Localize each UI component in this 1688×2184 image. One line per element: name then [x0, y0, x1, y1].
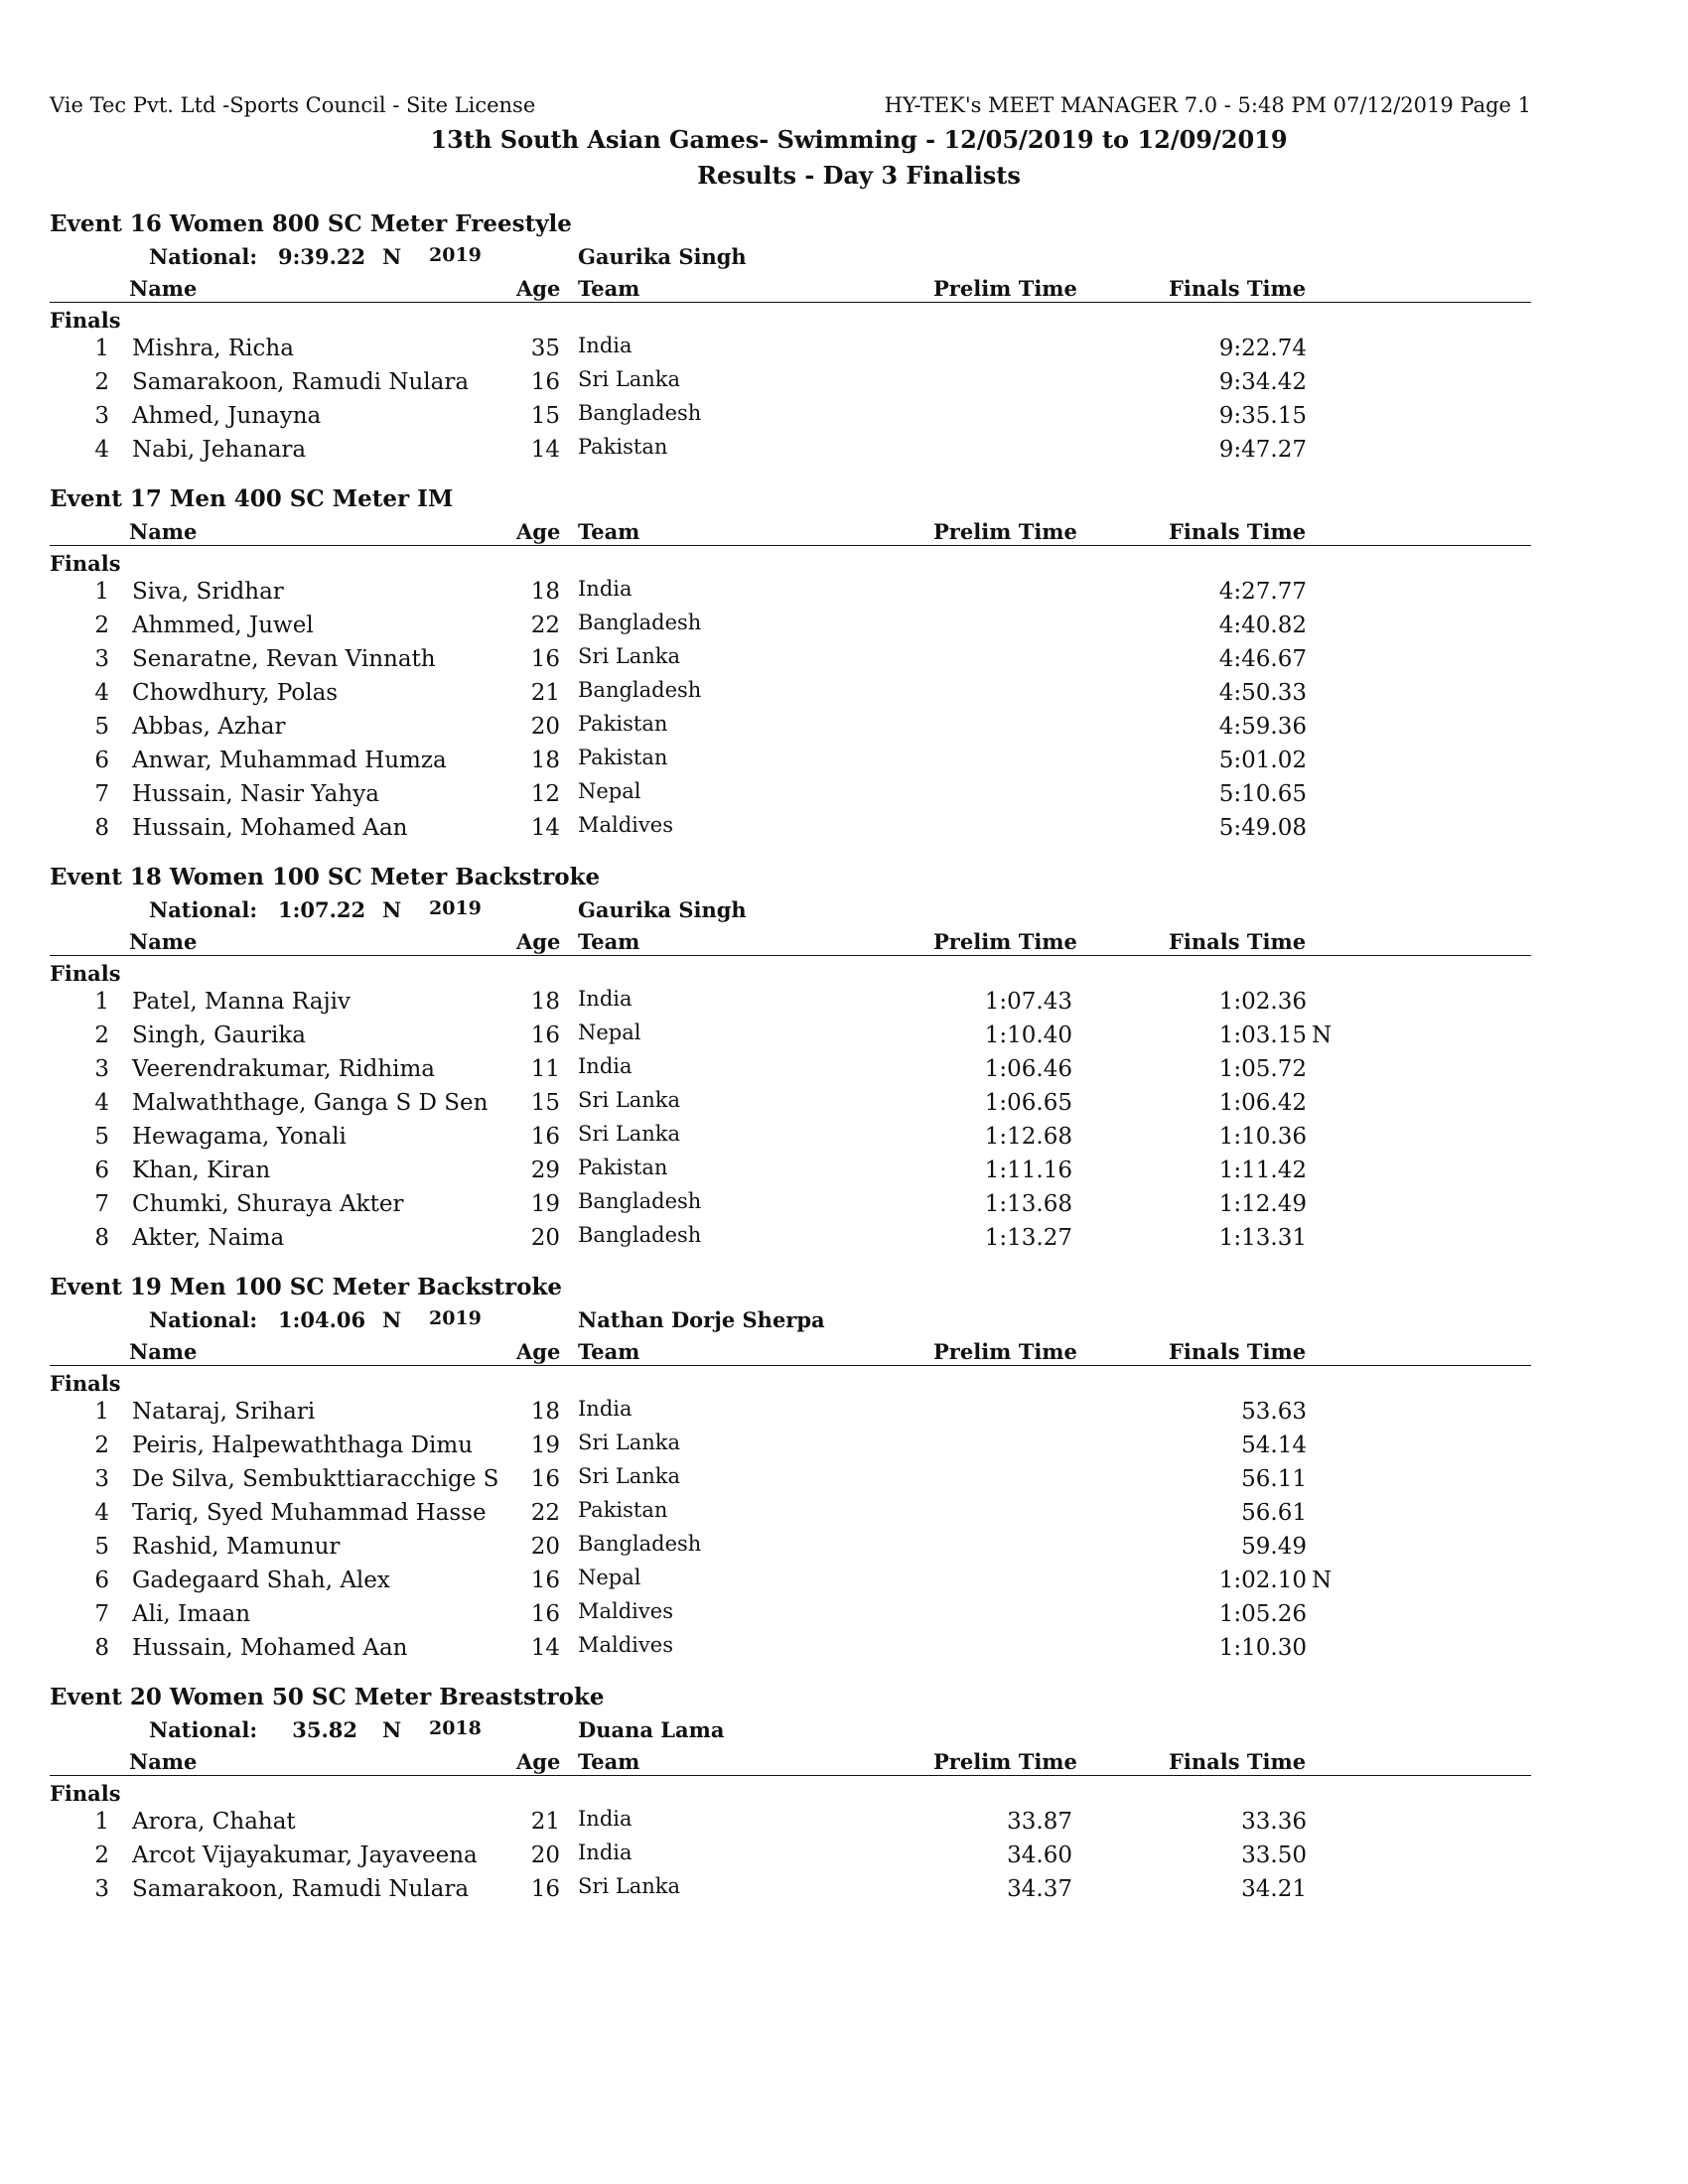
prelim-time: 1:12.68 — [984, 1124, 1072, 1150]
team-name: Pakistan — [578, 1156, 668, 1179]
finals-time: 33.50 — [1241, 1843, 1307, 1868]
record-label: National: — [149, 1307, 258, 1332]
result-row — [50, 677, 1531, 711]
result-row — [50, 1155, 1531, 1188]
finals-time: 1:10.30 — [1218, 1635, 1307, 1661]
swimmer-age: 16 — [530, 1466, 560, 1492]
record-label: National: — [149, 244, 258, 269]
finals-time: 1:02.10 — [1218, 1568, 1307, 1593]
record-mark: N — [1312, 1568, 1333, 1593]
swimmer-name: Rashid, Mamunur — [132, 1534, 341, 1560]
place: 2 — [94, 613, 109, 638]
prelim-time: 1:11.16 — [984, 1158, 1072, 1183]
col-name-header: Name — [129, 929, 198, 954]
place: 4 — [94, 680, 109, 706]
column-header-row — [50, 1745, 1531, 1776]
swimmer-age: 19 — [530, 1191, 560, 1217]
swimmer-name: Ahmed, Junayna — [132, 403, 322, 429]
swimmer-name: Hussain, Nasir Yahya — [132, 781, 379, 807]
record-flag: N — [382, 897, 402, 922]
team-name: Sri Lanka — [578, 1431, 681, 1454]
finals-time: 56.11 — [1241, 1466, 1307, 1492]
col-age-header: Age — [516, 276, 561, 301]
col-prelim-header: Prelim Time — [933, 1339, 1077, 1364]
event-title: Event 17 Men 400 SC Meter IM — [50, 485, 454, 512]
column-header-row — [50, 925, 1531, 956]
swimmer-age: 15 — [530, 403, 560, 429]
col-age-header: Age — [516, 1339, 561, 1364]
team-name: India — [578, 577, 633, 601]
result-row — [50, 986, 1531, 1020]
result-row — [50, 812, 1531, 846]
team-name: Bangladesh — [578, 1532, 702, 1556]
column-header-row — [50, 272, 1531, 303]
swimmer-name: Nabi, Jehanara — [132, 437, 307, 463]
col-age-header: Age — [516, 519, 561, 544]
result-row — [50, 1463, 1531, 1497]
record-time: 35.82 — [292, 1717, 357, 1742]
col-age-header: Age — [516, 929, 561, 954]
swimmer-name: Hussain, Mohamed Aan — [132, 1635, 408, 1661]
finals-time: 4:46.67 — [1218, 646, 1307, 672]
finals-time: 5:49.08 — [1218, 815, 1307, 841]
col-finals-header: Finals Time — [1169, 519, 1307, 544]
site-license-text: Vie Tec Pvt. Ltd -Sports Council - Site License — [50, 93, 536, 117]
event-title: Event 20 Women 50 SC Meter Breaststroke — [50, 1684, 605, 1710]
event-title: Event 18 Women 100 SC Meter Backstroke — [50, 864, 601, 890]
result-row — [50, 1632, 1531, 1666]
finals-time: 53.63 — [1241, 1399, 1307, 1425]
place: 3 — [94, 1466, 109, 1492]
swimmer-name: Anwar, Muhammad Humza — [132, 748, 447, 773]
result-row — [50, 333, 1531, 366]
col-prelim-header: Prelim Time — [933, 276, 1077, 301]
result-row — [50, 1222, 1531, 1256]
result-row — [50, 1430, 1531, 1463]
place: 3 — [94, 403, 109, 429]
column-header-row — [50, 515, 1531, 546]
swimmer-name: Patel, Manna Rajiv — [132, 989, 351, 1015]
col-finals-header: Finals Time — [1169, 276, 1307, 301]
team-name: India — [578, 1841, 633, 1864]
swimmer-name: Arcot Vijayakumar, Jayaveena — [132, 1843, 478, 1868]
col-finals-header: Finals Time — [1169, 929, 1307, 954]
swimmer-age: 18 — [530, 1399, 560, 1425]
record-mark: N — [1312, 1023, 1333, 1048]
result-row — [50, 1053, 1531, 1087]
swimmer-name: Nataraj, Srihari — [132, 1399, 316, 1425]
swimmer-name: De Silva, Sembukttiaracchige S — [132, 1466, 499, 1492]
team-name: Pakistan — [578, 1498, 668, 1522]
finals-time: 1:05.72 — [1218, 1056, 1307, 1082]
place: 1 — [94, 336, 109, 361]
place: 3 — [94, 1056, 109, 1082]
event-title: Event 16 Women 800 SC Meter Freestyle — [50, 210, 572, 237]
col-finals-header: Finals Time — [1169, 1749, 1307, 1774]
results-title: Results - Day 3 Finalists — [697, 161, 1021, 190]
result-row — [50, 400, 1531, 434]
team-name: Sri Lanka — [578, 1464, 681, 1488]
prelim-time: 1:07.43 — [984, 989, 1072, 1015]
swimmer-age: 16 — [530, 1023, 560, 1048]
swimmer-name: Samarakoon, Ramudi Nulara — [132, 1876, 470, 1902]
place: 4 — [94, 1500, 109, 1526]
software-info-text: HY-TEK's MEET MANAGER 7.0 - 5:48 PM 07/12/2019 Page 1 — [884, 93, 1531, 117]
team-name: Sri Lanka — [578, 367, 681, 391]
record-flag: N — [382, 1307, 402, 1332]
col-name-header: Name — [129, 1339, 198, 1364]
result-row — [50, 745, 1531, 778]
place: 5 — [94, 1534, 109, 1560]
result-row — [50, 1806, 1531, 1840]
record-holder: Duana Lama — [578, 1717, 725, 1742]
team-name: Nepal — [578, 1021, 641, 1044]
result-row — [50, 778, 1531, 812]
team-name: India — [578, 1397, 633, 1421]
team-name: India — [578, 334, 633, 357]
record-time: 1:07.22 — [278, 897, 366, 922]
finals-time: 5:01.02 — [1218, 748, 1307, 773]
finals-time: 4:50.33 — [1218, 680, 1307, 706]
swimmer-age: 21 — [530, 1809, 560, 1835]
col-team-header: Team — [578, 1339, 640, 1364]
national-record — [50, 1713, 1531, 1745]
national-record — [50, 893, 1531, 925]
swimmer-age: 21 — [530, 680, 560, 706]
prelim-time: 34.37 — [1007, 1876, 1072, 1902]
swimmer-name: Senaratne, Revan Vinnath — [132, 646, 436, 672]
result-row — [50, 434, 1531, 468]
team-name: Bangladesh — [578, 401, 702, 425]
team-name: Bangladesh — [578, 611, 702, 634]
swimmer-name: Khan, Kiran — [132, 1158, 271, 1183]
place: 4 — [94, 1090, 109, 1116]
swimmer-name: Hussain, Mohamed Aan — [132, 815, 408, 841]
swimmer-name: Mishra, Richa — [132, 336, 294, 361]
swimmer-name: Gadegaard Shah, Alex — [132, 1568, 390, 1593]
result-row — [50, 1531, 1531, 1565]
team-name: Sri Lanka — [578, 1874, 681, 1898]
result-row — [50, 1188, 1531, 1222]
place: 6 — [94, 1568, 109, 1593]
col-team-header: Team — [578, 519, 640, 544]
result-row — [50, 1598, 1531, 1632]
swimmer-name: Akter, Naima — [132, 1225, 285, 1251]
record-year: 2018 — [429, 1717, 482, 1739]
finals-time: 1:12.49 — [1218, 1191, 1307, 1217]
col-name-header: Name — [129, 519, 198, 544]
team-name: Maldives — [578, 813, 673, 837]
prelim-time: 1:13.27 — [984, 1225, 1072, 1251]
prelim-time: 1:06.65 — [984, 1090, 1072, 1116]
record-time: 9:39.22 — [278, 244, 366, 269]
team-name: Bangladesh — [578, 678, 702, 702]
place: 5 — [94, 714, 109, 740]
finals-section-label: Finals — [50, 1371, 121, 1396]
result-row — [50, 366, 1531, 400]
team-name: Sri Lanka — [578, 1088, 681, 1112]
place: 5 — [94, 1124, 109, 1150]
place: 7 — [94, 781, 109, 807]
team-name: Sri Lanka — [578, 1122, 681, 1146]
record-flag: N — [382, 244, 402, 269]
place: 2 — [94, 1843, 109, 1868]
place: 8 — [94, 1225, 109, 1251]
finals-time: 9:34.42 — [1218, 369, 1307, 395]
col-age-header: Age — [516, 1749, 561, 1774]
events-list — [50, 208, 1531, 1923]
place: 8 — [94, 1635, 109, 1661]
team-name: Nepal — [578, 1566, 641, 1589]
swimmer-age: 22 — [530, 613, 560, 638]
swimmer-name: Malwaththage, Ganga S D Sen — [132, 1090, 489, 1116]
record-label: National: — [149, 897, 258, 922]
finals-section-label: Finals — [50, 1781, 121, 1806]
place: 7 — [94, 1601, 109, 1627]
team-name: Pakistan — [578, 435, 668, 459]
finals-section-label: Finals — [50, 961, 121, 986]
swimmer-name: Chumki, Shuraya Akter — [132, 1191, 404, 1217]
place: 1 — [94, 579, 109, 605]
finals-time: 4:59.36 — [1218, 714, 1307, 740]
col-prelim-header: Prelim Time — [933, 929, 1077, 954]
finals-time: 1:10.36 — [1218, 1124, 1307, 1150]
team-name: Pakistan — [578, 746, 668, 769]
swimmer-age: 18 — [530, 989, 560, 1015]
place: 1 — [94, 1399, 109, 1425]
meet-title: 13th South Asian Games- Swimming - 12/05/2019 to 12/09/2019 — [430, 125, 1288, 154]
finals-time: 1:11.42 — [1218, 1158, 1307, 1183]
place: 3 — [94, 646, 109, 672]
team-name: India — [578, 987, 633, 1011]
team-name: India — [578, 1807, 633, 1831]
record-year: 2019 — [429, 897, 482, 919]
place: 1 — [94, 1809, 109, 1835]
swimmer-age: 16 — [530, 1568, 560, 1593]
team-name: Pakistan — [578, 712, 668, 736]
col-team-header: Team — [578, 276, 640, 301]
swimmer-age: 16 — [530, 1876, 560, 1902]
finals-time: 33.36 — [1241, 1809, 1307, 1835]
result-row — [50, 576, 1531, 610]
place: 1 — [94, 989, 109, 1015]
team-name: Bangladesh — [578, 1223, 702, 1247]
col-name-header: Name — [129, 1749, 198, 1774]
result-row — [50, 643, 1531, 677]
event-section — [50, 208, 1531, 483]
prelim-time: 1:06.46 — [984, 1056, 1072, 1082]
place: 2 — [94, 1433, 109, 1458]
swimmer-age: 16 — [530, 1601, 560, 1627]
place: 2 — [94, 369, 109, 395]
swimmer-age: 20 — [530, 1225, 560, 1251]
swimmer-age: 16 — [530, 369, 560, 395]
result-row — [50, 1565, 1531, 1598]
event-section — [50, 483, 1531, 862]
event-section — [50, 1682, 1531, 1923]
record-holder: Nathan Dorje Sherpa — [578, 1307, 825, 1332]
result-row — [50, 711, 1531, 745]
swimmer-age: 18 — [530, 748, 560, 773]
swimmer-age: 18 — [530, 579, 560, 605]
finals-time: 59.49 — [1241, 1534, 1307, 1560]
swimmer-name: Ahmmed, Juwel — [132, 613, 314, 638]
swimmer-name: Hewagama, Yonali — [132, 1124, 347, 1150]
event-title: Event 19 Men 100 SC Meter Backstroke — [50, 1274, 563, 1300]
finals-time: 56.61 — [1241, 1500, 1307, 1526]
swimmer-age: 11 — [530, 1056, 560, 1082]
record-year: 2019 — [429, 244, 482, 266]
swimmer-name: Ali, Imaan — [132, 1601, 251, 1627]
finals-time: 1:03.15 — [1218, 1023, 1307, 1048]
swimmer-age: 16 — [530, 646, 560, 672]
finals-section-label: Finals — [50, 308, 121, 333]
place: 6 — [94, 1158, 109, 1183]
result-row — [50, 1020, 1531, 1053]
swimmer-age: 15 — [530, 1090, 560, 1116]
finals-time: 34.21 — [1241, 1876, 1307, 1902]
result-row — [50, 610, 1531, 643]
prelim-time: 34.60 — [1007, 1843, 1072, 1868]
place: 3 — [94, 1876, 109, 1902]
result-row — [50, 1121, 1531, 1155]
swimmer-age: 16 — [530, 1124, 560, 1150]
swimmer-age: 14 — [530, 437, 560, 463]
team-name: Sri Lanka — [578, 644, 681, 668]
col-team-header: Team — [578, 929, 640, 954]
place: 6 — [94, 748, 109, 773]
place: 8 — [94, 815, 109, 841]
event-section — [50, 862, 1531, 1272]
finals-time: 54.14 — [1241, 1433, 1307, 1458]
finals-time: 4:27.77 — [1218, 579, 1307, 605]
finals-time: 5:10.65 — [1218, 781, 1307, 807]
swimmer-name: Veerendrakumar, Ridhima — [132, 1056, 436, 1082]
finals-time: 4:40.82 — [1218, 613, 1307, 638]
finals-time: 9:35.15 — [1218, 403, 1307, 429]
record-holder: Gaurika Singh — [578, 244, 747, 269]
swimmer-age: 20 — [530, 1534, 560, 1560]
national-record — [50, 240, 1531, 272]
swimmer-age: 14 — [530, 815, 560, 841]
finals-section-label: Finals — [50, 551, 121, 576]
national-record — [50, 1303, 1531, 1335]
col-name-header: Name — [129, 276, 198, 301]
swimmer-age: 20 — [530, 1843, 560, 1868]
swimmer-name: Samarakoon, Ramudi Nulara — [132, 369, 470, 395]
team-name: India — [578, 1054, 633, 1078]
finals-time: 1:05.26 — [1218, 1601, 1307, 1627]
record-holder: Gaurika Singh — [578, 897, 747, 922]
result-row — [50, 1087, 1531, 1121]
column-header-row — [50, 1335, 1531, 1366]
finals-time: 1:06.42 — [1218, 1090, 1307, 1116]
swimmer-age: 12 — [530, 781, 560, 807]
record-label: National: — [149, 1717, 258, 1742]
finals-time: 9:22.74 — [1218, 336, 1307, 361]
record-year: 2019 — [429, 1307, 482, 1329]
result-row — [50, 1497, 1531, 1531]
team-name: Maldives — [578, 1633, 673, 1657]
finals-time: 1:02.36 — [1218, 989, 1307, 1015]
swimmer-age: 29 — [530, 1158, 560, 1183]
finals-time: 9:47.27 — [1218, 437, 1307, 463]
col-finals-header: Finals Time — [1169, 1339, 1307, 1364]
place: 7 — [94, 1191, 109, 1217]
swimmer-name: Chowdhury, Polas — [132, 680, 339, 706]
result-row — [50, 1396, 1531, 1430]
event-section — [50, 1272, 1531, 1682]
result-row — [50, 1840, 1531, 1873]
place: 2 — [94, 1023, 109, 1048]
swimmer-name: Peiris, Halpewaththaga Dimu — [132, 1433, 474, 1458]
team-name: Bangladesh — [578, 1189, 702, 1213]
swimmer-name: Siva, Sridhar — [132, 579, 284, 605]
col-team-header: Team — [578, 1749, 640, 1774]
team-name: Nepal — [578, 779, 641, 803]
record-flag: N — [382, 1717, 402, 1742]
prelim-time: 1:10.40 — [984, 1023, 1072, 1048]
place: 4 — [94, 437, 109, 463]
swimmer-name: Singh, Gaurika — [132, 1023, 306, 1048]
swimmer-name: Arora, Chahat — [132, 1809, 296, 1835]
finals-time: 1:13.31 — [1218, 1225, 1307, 1251]
col-prelim-header: Prelim Time — [933, 1749, 1077, 1774]
team-name: Maldives — [578, 1599, 673, 1623]
swimmer-name: Abbas, Azhar — [132, 714, 286, 740]
swimmer-age: 19 — [530, 1433, 560, 1458]
swimmer-age: 20 — [530, 714, 560, 740]
record-time: 1:04.06 — [278, 1307, 366, 1332]
col-prelim-header: Prelim Time — [933, 519, 1077, 544]
swimmer-age: 35 — [530, 336, 560, 361]
swimmer-age: 14 — [530, 1635, 560, 1661]
prelim-time: 33.87 — [1007, 1809, 1072, 1835]
result-row — [50, 1873, 1531, 1907]
prelim-time: 1:13.68 — [984, 1191, 1072, 1217]
swimmer-name: Tariq, Syed Muhammad Hasse — [132, 1500, 487, 1526]
swimmer-age: 22 — [530, 1500, 560, 1526]
